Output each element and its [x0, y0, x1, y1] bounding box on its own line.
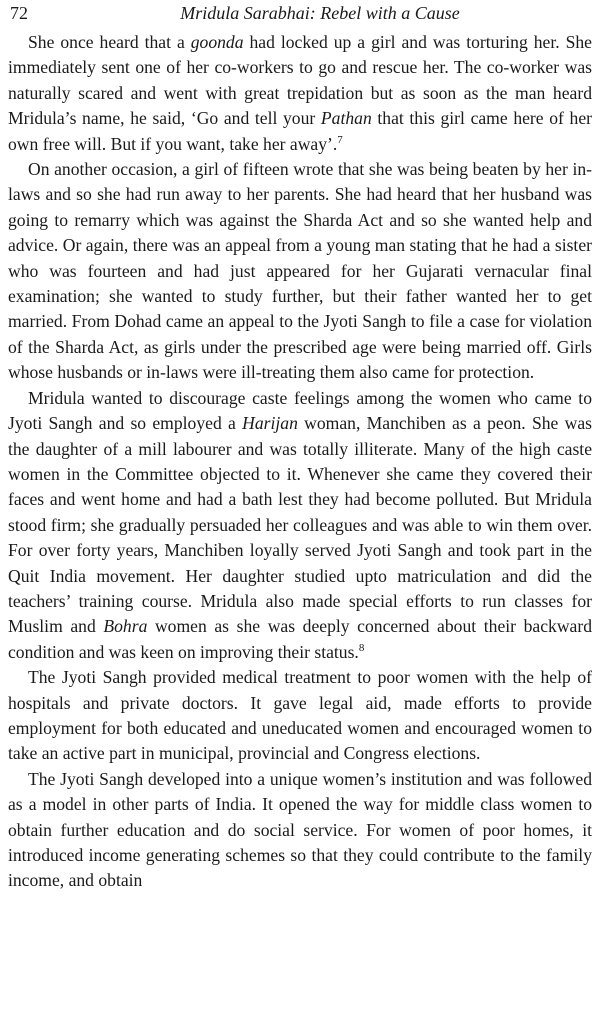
text-run: that this girl came here of her own free will. But if you want, take her away’.: [8, 108, 593, 154]
text-run: woman, Manchiben as a peon. She was the daughter of a mill labourer and was totally illiterate. Many of the high caste women in the Committee objected to it. Whenever she came they covered their faces and went home and had a bath lest they had become polluted. But Mridula stood firm; she gradually persuaded her colleagues and was able to win them over. For over forty years, Manchiben loyally served Jyoti Sangh and took part in the Quit India movement. Her daughter studied upto matriculation and did the teachers’ training course. Mridula also made special efforts to run classes for Muslim and: [8, 413, 593, 637]
text-run: The Jyoti Sangh developed into a unique women’s institution and was followed as a model in other parts of India. It opened the way for middle class women to obtain further education and do social service. For women of poor homes, it introduced income generating schemes so that they could contribute to the family income, and obtain: [8, 768, 592, 891]
paragraph-4: [8, 665, 592, 767]
page-number: 72: [10, 3, 28, 23]
footnote-marker: 7: [337, 133, 343, 146]
italic-term: goonda: [190, 32, 244, 52]
text-run: She once heard that a: [28, 32, 191, 52]
italic-term: Pathan: [320, 108, 372, 129]
paragraph-1: [8, 30, 592, 157]
body-text: [8, 30, 592, 894]
paragraph-3: [8, 386, 592, 665]
paragraph-5: [8, 767, 592, 894]
text-run: had locked up a girl and was torturing her. She immediately sent one of her co-workers to go and rescue her. The co-worker was naturally scared and went with great trepidation but as soon as the man heard Mridula’s name, he said, ‘Go and tell your: [8, 32, 592, 129]
paragraph-2: [8, 157, 592, 386]
footnote-marker: 8: [358, 641, 365, 654]
text-run: The Jyoti Sangh provided medical treatment to poor women with the help of hospitals and private doctors. It gave legal aid, made efforts to provide employment for both educated and uneducated women and encouraged women to take an active part in municipal, provincial and Congress elections.: [8, 667, 592, 764]
text-run: women as she was deeply concerned about their backward condition and was keen on improving their status.: [8, 616, 592, 662]
running-title: Mridula Sarabhai: Rebel with a Cause: [180, 3, 460, 23]
running-head: [8, 0, 592, 28]
italic-term: Harijan: [242, 413, 298, 434]
text-run: Mridula wanted to discourage caste feelings among the women who came to Jyoti Sangh and so employed a: [8, 387, 592, 434]
italic-term: Bohra: [103, 616, 148, 637]
text-run: On another occasion, a girl of fifteen wrote that she was being beaten by her in-laws and so she had run away to her parents. She had heard that her husband was going to remarry which was against the Sharda Act and so she wanted help and advice. Or again, there was an appeal from a young man stating that he had a sister who was fourteen and had just appeared for her Gujarati vernacular final examination; she wanted to study further, but their father wanted her to get married. From Dohad came an appeal to the Jyoti Sangh to file a case for violation of the Sharda Act, as girls under the prescribed age were being married off. Girls whose husbands or in-laws were ill-treating them also came for protection.: [8, 159, 592, 383]
